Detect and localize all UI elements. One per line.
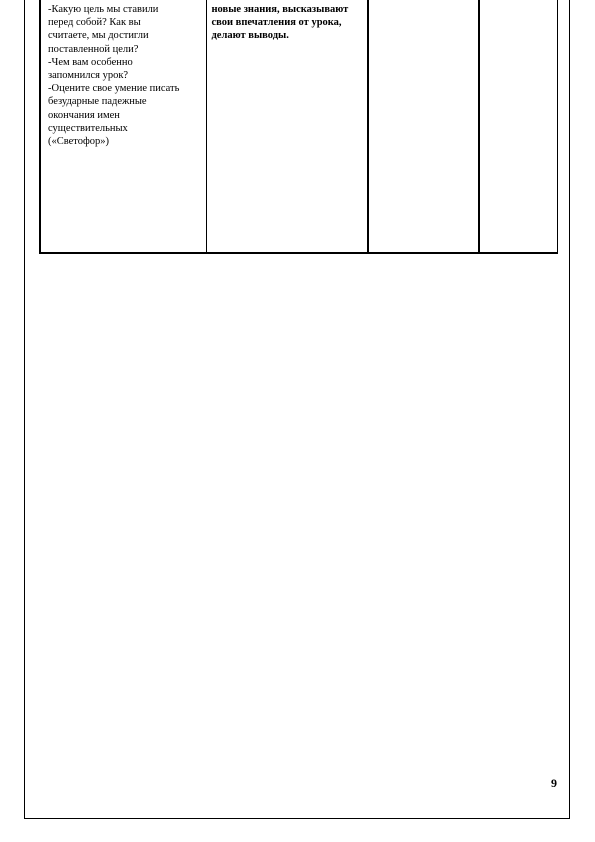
text-line: делают выводы. bbox=[211, 30, 289, 42]
text-line: («Светофор») bbox=[48, 136, 110, 148]
text-line: новые знания, высказывают bbox=[211, 4, 349, 15]
lesson-table bbox=[39, 0, 558, 254]
student-activity-cell bbox=[206, 0, 368, 253]
table-row bbox=[40, 0, 557, 253]
cell-3-text bbox=[369, 0, 478, 3]
teacher-questions bbox=[41, 0, 206, 148]
text-line: окончания имен bbox=[48, 109, 120, 121]
text-line: -Какую цель мы ставили bbox=[48, 4, 159, 15]
text-line: запомнился урок? bbox=[48, 70, 129, 82]
teacher-activity-cell bbox=[40, 0, 206, 253]
text-line: поставленной цели? bbox=[48, 43, 139, 55]
empty-cell-4 bbox=[479, 0, 557, 253]
text-line: безударные падежные bbox=[48, 96, 147, 108]
text-line: свои впечатления от урока, bbox=[211, 17, 342, 29]
cell-4-text bbox=[480, 0, 557, 3]
text-line: -Чем вам особенно bbox=[48, 56, 133, 68]
text-line: -Оцените свое умение писать bbox=[48, 83, 180, 95]
empty-cell-3 bbox=[368, 0, 479, 253]
text-line: перед собой? Как вы bbox=[48, 17, 141, 29]
text-line: существительных bbox=[48, 122, 128, 134]
page-number: 9 bbox=[551, 776, 557, 790]
text-line: считаете, мы достигли bbox=[48, 30, 149, 42]
student-activity-text bbox=[207, 0, 368, 43]
